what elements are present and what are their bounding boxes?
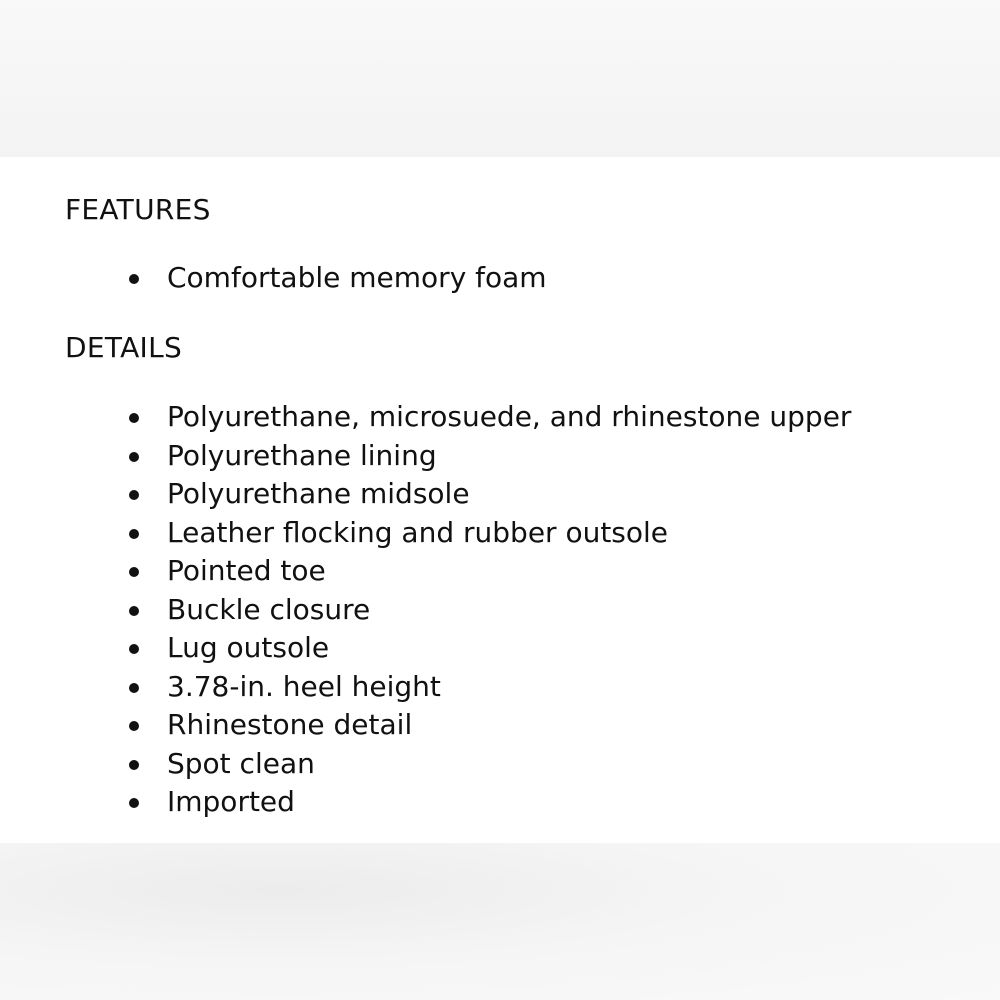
list-item (0, 668, 851, 707)
list-item-text: Spot clean (167, 746, 315, 780)
bullet-icon (129, 529, 139, 539)
details-list (0, 398, 851, 822)
bullet-icon (129, 721, 139, 731)
bullet-icon (129, 567, 139, 577)
bullet-icon (129, 490, 139, 500)
bullet-icon (129, 413, 139, 423)
list-item-text: Comfortable memory foam (167, 261, 547, 294)
list-item (0, 591, 851, 630)
list-item-text: Pointed toe (167, 554, 326, 587)
list-item (0, 514, 851, 553)
list-item (0, 783, 851, 822)
list-item-text: Rhinestone detail (167, 708, 413, 741)
product-description-panel (0, 157, 1000, 843)
list-item-text: Polyurethane lining (167, 438, 437, 472)
bullet-icon (129, 274, 139, 284)
list-item-text: Buckle closure (167, 592, 371, 626)
bullet-icon (129, 683, 139, 693)
list-item (0, 706, 851, 745)
list-item-text: Polyurethane midsole (167, 477, 470, 510)
bullet-icon (129, 452, 139, 462)
features-heading: FEATURES (65, 193, 211, 226)
list-item-text: Polyurethane, microsuede, and rhinestone upper (167, 400, 852, 433)
list-item (0, 475, 851, 514)
list-item-text: Leather flocking and rubber outsole (167, 515, 669, 549)
bullet-icon (129, 644, 139, 654)
top-background-band (0, 0, 1000, 157)
list-item (0, 398, 851, 437)
list-item-text: Imported (167, 785, 295, 818)
list-item (0, 437, 851, 476)
list-item (0, 629, 851, 668)
list-item (0, 745, 851, 784)
bottom-background-band (0, 843, 1000, 1000)
list-item-text: Lug outsole (167, 631, 330, 664)
list-item-text: 3.78-in. heel height (167, 669, 441, 703)
list-item (0, 259, 547, 298)
details-heading: DETAILS (65, 331, 183, 364)
bullet-icon (129, 760, 139, 770)
bullet-icon (129, 606, 139, 616)
bullet-icon (129, 798, 139, 808)
features-list (0, 259, 547, 298)
list-item (0, 552, 851, 591)
